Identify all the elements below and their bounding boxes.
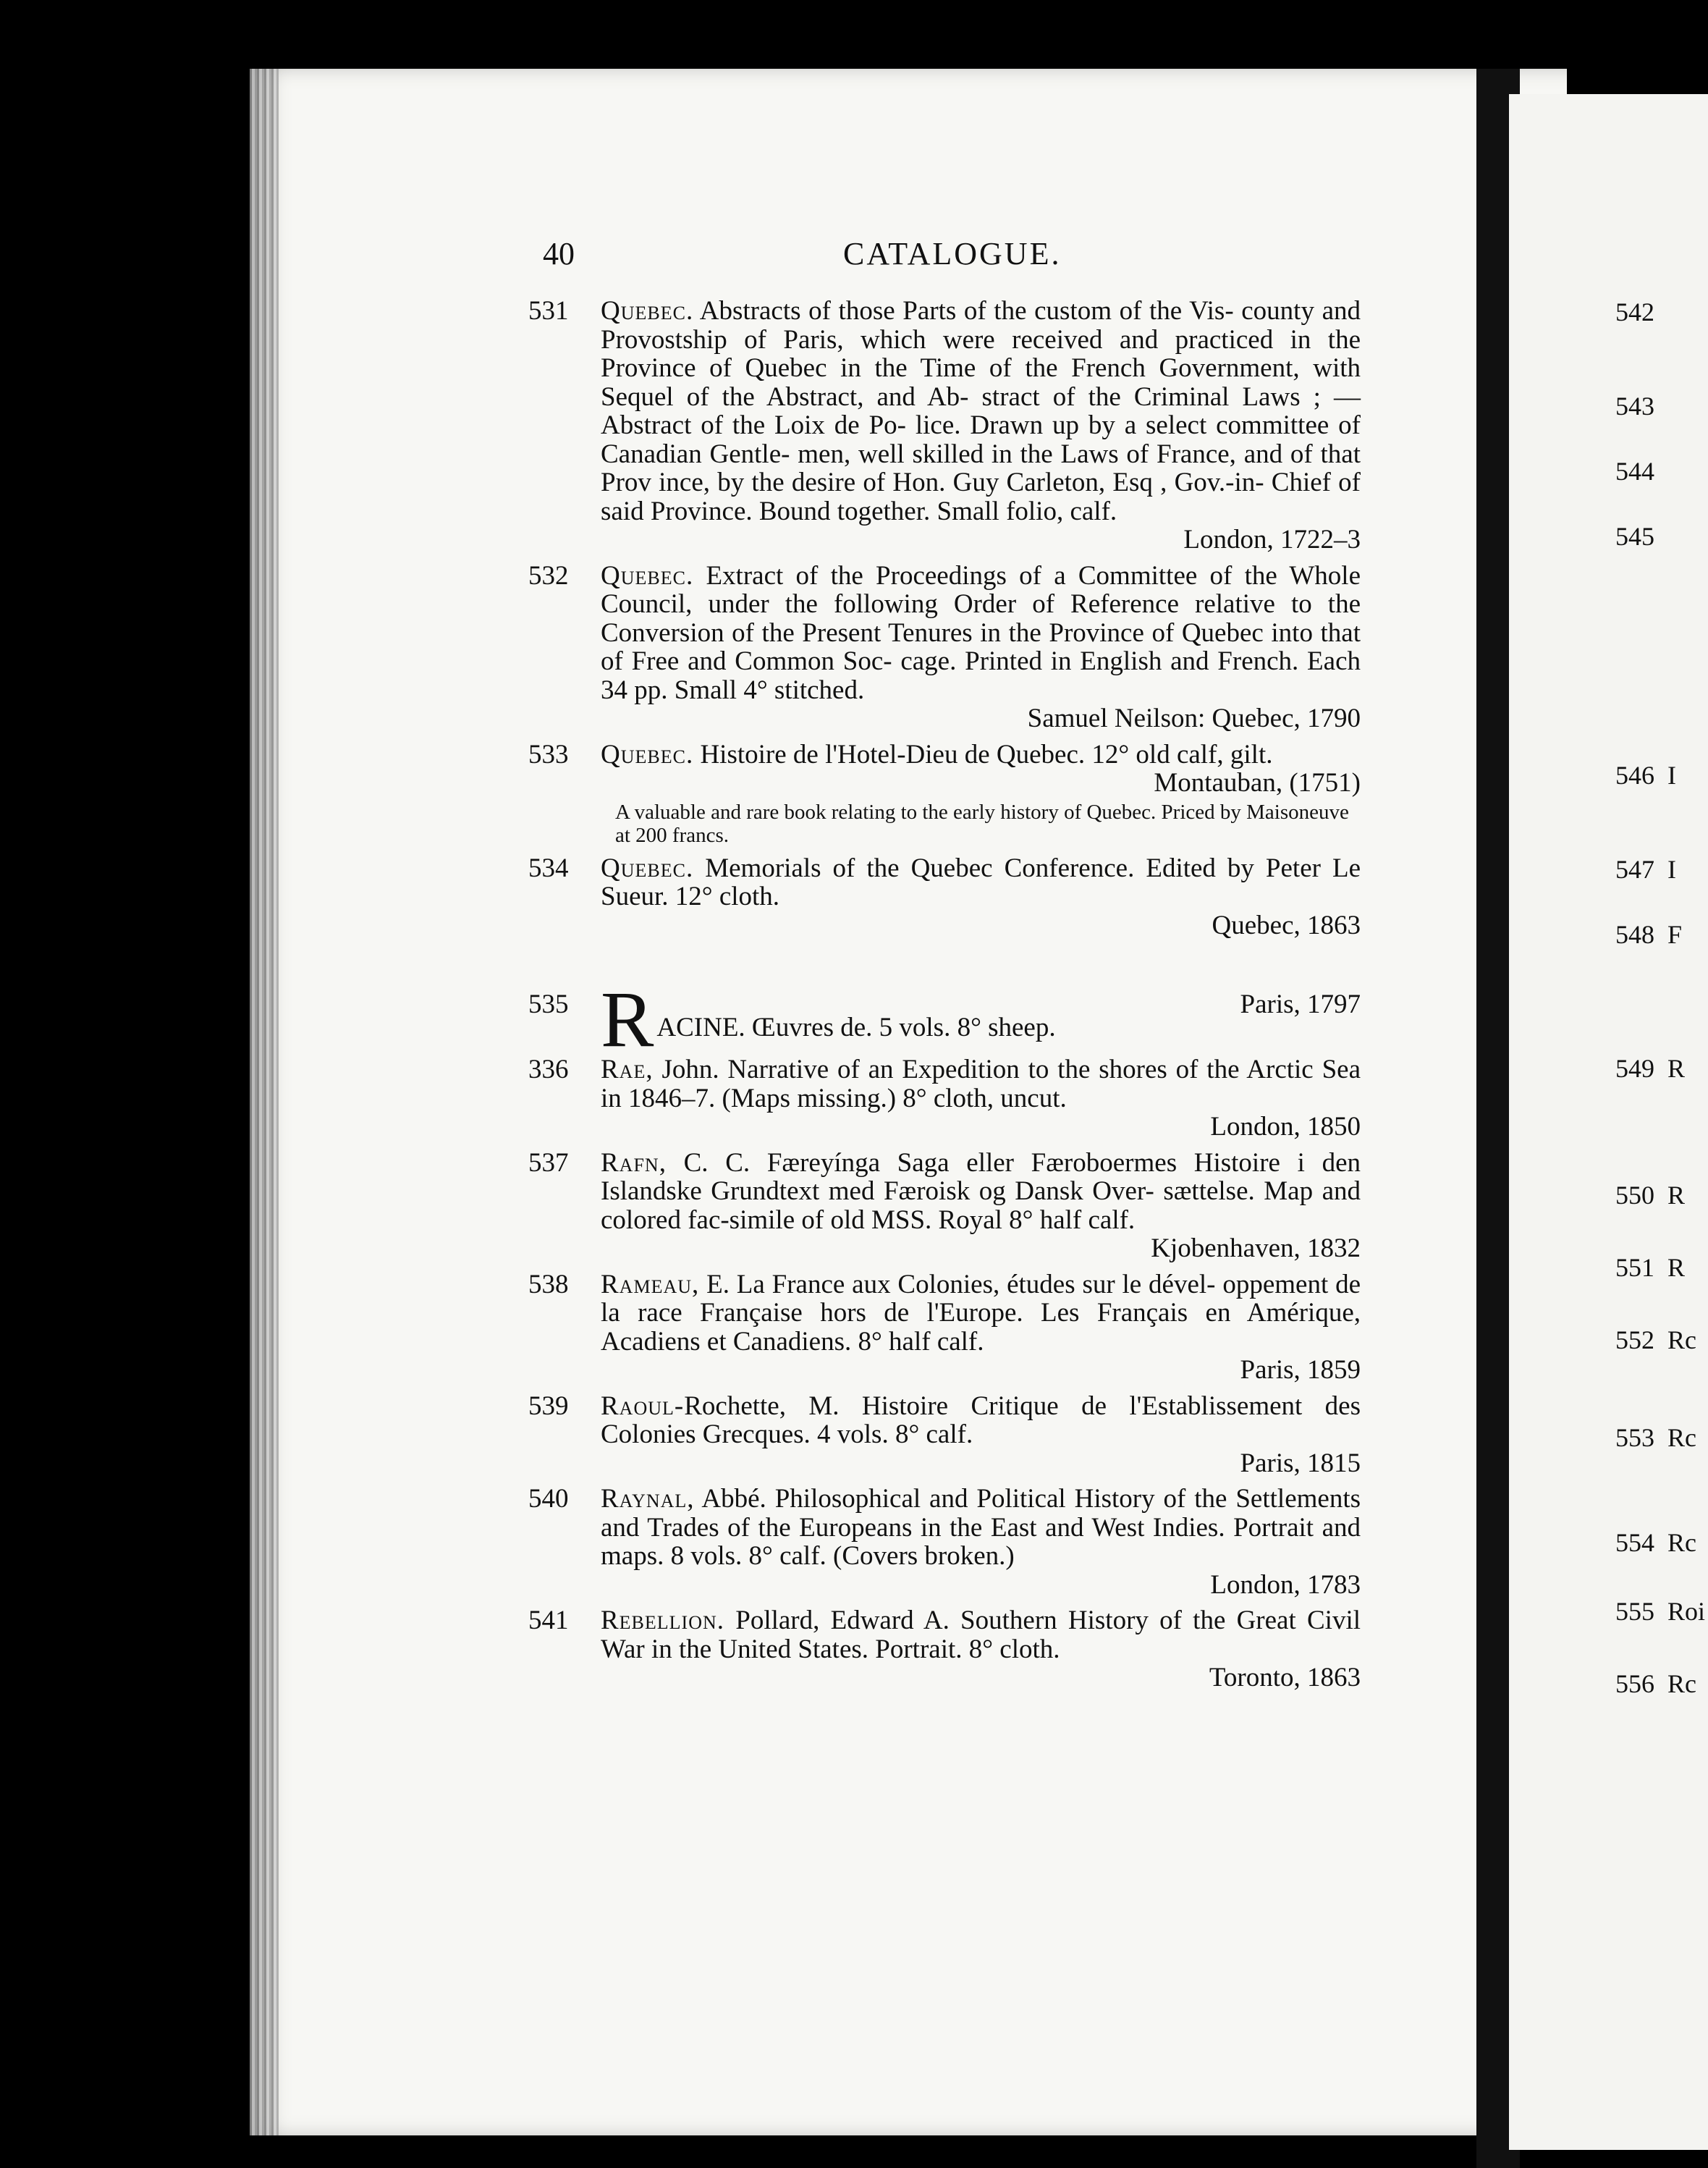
- entry-number: 336: [528, 1055, 569, 1084]
- entry-536: [528, 1055, 1361, 1142]
- entry-heading: Raynal,: [601, 1484, 695, 1514]
- right-entry: 543: [1615, 392, 1654, 421]
- entry-imprint: Montauban, (1751): [1154, 768, 1361, 798]
- right-entry: 550 R: [1615, 1181, 1686, 1210]
- entry-imprint: London, 1850: [1210, 1112, 1361, 1142]
- entry-number: 541: [528, 1606, 569, 1635]
- entry-heading: Quebec.: [601, 739, 694, 769]
- entry-number: 539: [528, 1391, 569, 1421]
- right-entry: 554 Rc: [1615, 1528, 1696, 1557]
- entry-number: 540: [528, 1484, 569, 1514]
- entry-text: John. Narrative of an Expedition to the shores of the Arctic Sea in 1846–7. (Maps missing.) 8° cloth, uncut.: [601, 1055, 1361, 1113]
- right-page-fragment: [1509, 94, 1708, 2150]
- entry-number: 533: [528, 739, 569, 769]
- entry-heading: Rebellion.: [601, 1606, 725, 1635]
- entry-imprint: Kjobenhaven, 1832: [1151, 1233, 1361, 1263]
- entry-imprint: Toronto, 1863: [1209, 1663, 1361, 1692]
- page-number: 40: [543, 236, 575, 271]
- entry-note: A valuable and rare book relating to the early history of Quebec. Priced by Maisoneuve at 200 francs.: [615, 800, 1349, 847]
- entry-text: Histoire de l'Hotel-Dieu de Quebec. 12° old calf, gilt.: [700, 739, 1273, 769]
- drop-cap: R: [601, 975, 654, 1063]
- right-entry: 556 Rc: [1615, 1669, 1696, 1698]
- right-entry: 549 R: [1615, 1054, 1686, 1083]
- entry-heading: Rafn,: [601, 1147, 667, 1178]
- entry-539: [528, 1392, 1361, 1478]
- right-entry: 547 I: [1615, 855, 1676, 884]
- entry-533: [528, 741, 1361, 847]
- entry-text: E. La France aux Colonies, études sur le dével- oppement de la race Française hors de l'Europe. Les Français en Amérique, Acadiens et Canadiens. 8° half calf.: [601, 1269, 1361, 1357]
- page-title: CATALOGUE.: [843, 236, 1062, 271]
- entry-text: Pollard, Edward A. Southern History of the Great Civil War in the United States. Portrait. 8° cloth.: [601, 1606, 1361, 1664]
- entry-number: 538: [528, 1269, 569, 1299]
- entry-imprint: Quebec, 1863: [1212, 910, 1361, 940]
- entry-538: [528, 1270, 1361, 1385]
- entry-imprint: Paris, 1815: [1240, 1448, 1361, 1478]
- entry-imprint: Paris, 1859: [1240, 1355, 1361, 1385]
- entry-heading: ACINE.: [656, 1013, 745, 1042]
- right-entry: 553 Rc: [1615, 1423, 1696, 1452]
- right-entry: 542: [1615, 298, 1654, 326]
- entry-heading: Quebec.: [601, 296, 694, 326]
- entry-531: [528, 297, 1361, 554]
- right-entry: 551 R: [1615, 1253, 1686, 1282]
- right-entry: 552 Rc: [1615, 1325, 1696, 1354]
- right-entry: 544: [1615, 457, 1654, 486]
- entry-number: 535: [528, 990, 569, 1019]
- entry-number: 532: [528, 560, 569, 591]
- entry-text: Rochette, M. Histoire Critique de l'Establissement des Colonies Grecques. 4 vols. 8° calf.: [601, 1391, 1361, 1449]
- entry-535: [528, 975, 1361, 1063]
- right-entry: 546 I: [1615, 761, 1676, 790]
- entry-heading: Quebec.: [601, 853, 694, 883]
- entry-540: [528, 1485, 1361, 1599]
- entry-number: 534: [528, 853, 569, 883]
- entry-number: 537: [528, 1147, 569, 1178]
- entry-541: [528, 1606, 1361, 1692]
- entry-heading: Rameau,: [601, 1269, 700, 1299]
- entry-imprint: Samuel Neilson: Quebec, 1790: [1027, 704, 1361, 733]
- entry-imprint: London, 1783: [1210, 1569, 1361, 1600]
- page-edges: [250, 69, 279, 2135]
- right-entry: 548 F: [1615, 920, 1683, 949]
- right-entry: 545: [1615, 522, 1654, 551]
- entry-imprint: Paris, 1797: [1240, 990, 1361, 1019]
- catalogue-entries: [528, 297, 1361, 1700]
- entry-text: Abbé. Philosophical and Political History of the Settlements and Trades of the Europeans in the East and West Indies. Portrait and maps. 8 vols. 8° calf. (Covers broken.): [601, 1484, 1361, 1571]
- entry-532: [528, 562, 1361, 733]
- entry-537: [528, 1149, 1361, 1263]
- entry-text: Extract of the Proceedings of a Committee of the Whole Council, under the following Order of Reference relative to the Conversion of the Present Tenures in the Province of Quebec into that of Free and Common Soc- cage. Printed in English and French. Each 34 pp. Small 4° stitched.: [601, 560, 1361, 705]
- entry-text: C. C. Færeyínga Saga eller Færoboermes Histoire i den Islandske Grundtext med Færoisk og Dansk Over- sættelse. Map and colored fac-simile of old MSS. Royal 8° half calf.: [601, 1147, 1361, 1235]
- entry-heading: Raoul-: [601, 1391, 685, 1421]
- entry-heading: Rae,: [601, 1055, 654, 1084]
- right-entry: 555 Roi: [1615, 1597, 1706, 1626]
- entry-text: Œuvres de. 5 vols. 8° sheep.: [751, 1013, 1056, 1042]
- entry-534: [528, 854, 1361, 940]
- entry-imprint: London, 1722–3: [1183, 525, 1361, 554]
- entry-number: 531: [528, 296, 569, 326]
- entry-text: Memorials of the Quebec Conference. Edited by Peter Le Sueur. 12° cloth.: [601, 853, 1361, 911]
- entry-heading: Quebec.: [601, 560, 694, 591]
- entry-text: Abstracts of those Parts of the custom of the Vis- county and Provostship of Paris, which were received and practiced in the Province of Quebec in the Time of the French Government, with Sequel of the Abstract, and Ab- stract of the Criminal Laws ; — Abstract of the Loix de Po- lice. Drawn up by a select committee of Canadian Gentle- men, well skilled in the Laws of France, and of that Prov ince, by the desire of Hon. Guy Carleton, Esq , Gov.-in- Chief of said Province. Bound together. Small folio, calf.: [601, 296, 1361, 526]
